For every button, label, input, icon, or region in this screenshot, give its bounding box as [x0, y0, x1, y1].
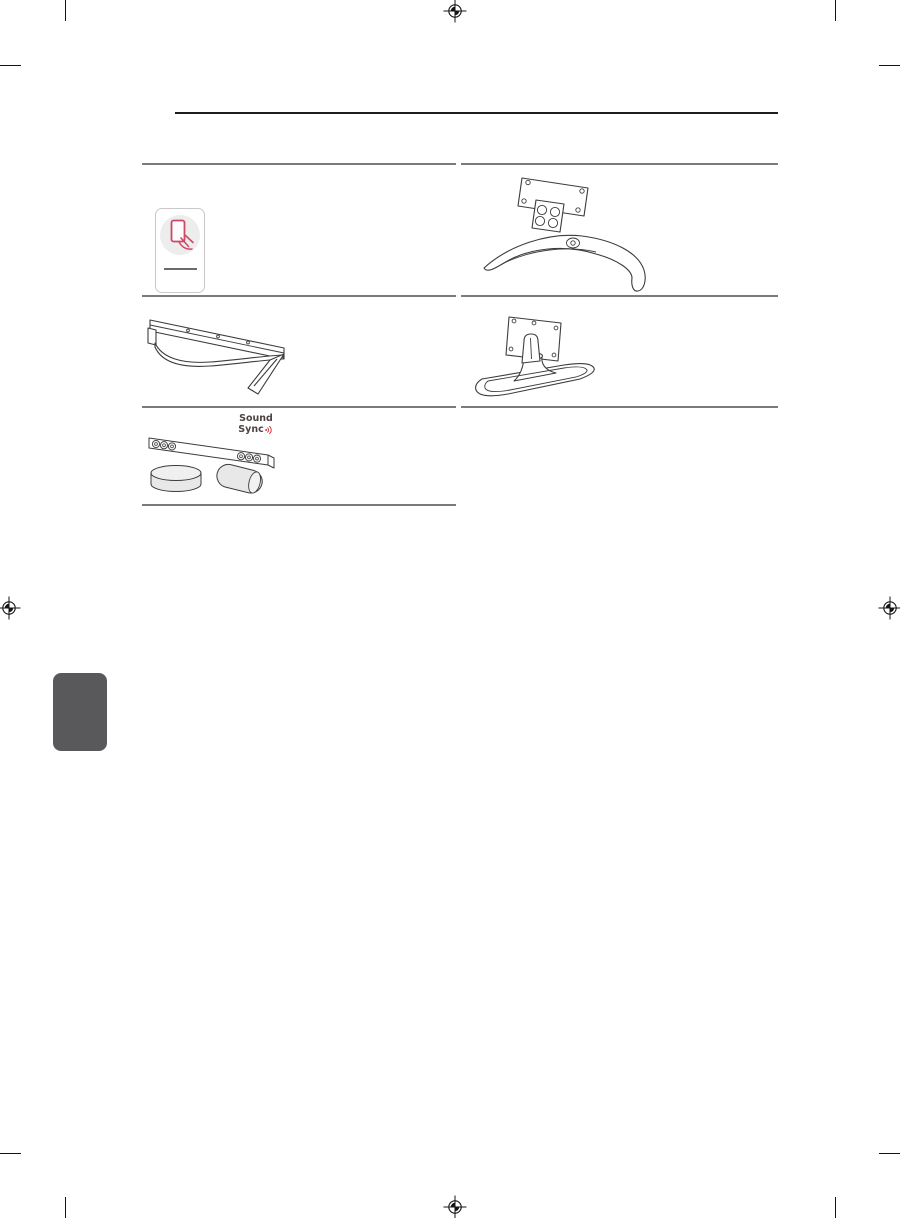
sound-sync-line2: Sync	[238, 423, 264, 435]
table-rule	[461, 163, 778, 165]
crop-mark-top-right-vertical	[835, 0, 836, 21]
sound-sync-line1: Sound	[239, 413, 273, 424]
stand-rail-bracket-illustration	[146, 312, 301, 407]
crop-mark-top-right-horizontal	[879, 65, 900, 66]
curved-neck-tv-stand-illustration	[478, 172, 678, 294]
crop-mark-bottom-left-vertical	[65, 1197, 66, 1218]
registration-mark-icon	[878, 596, 900, 620]
crop-mark-bottom-left-horizontal	[0, 1153, 21, 1154]
table-rule	[142, 504, 456, 506]
table-rule	[142, 295, 456, 297]
crop-mark-bottom-right-vertical	[835, 1197, 836, 1218]
sound-sync-speakers-illustration	[146, 432, 281, 500]
crop-mark-top-left-horizontal	[0, 65, 21, 66]
table-rule	[142, 163, 456, 165]
registration-mark-icon	[443, 0, 467, 23]
pedestal-tv-stand-illustration	[468, 305, 648, 405]
table-rule	[461, 295, 778, 297]
header-rule	[175, 112, 778, 114]
side-chapter-tab	[53, 673, 107, 751]
table-rule	[461, 406, 778, 408]
registration-mark-icon	[0, 596, 21, 620]
crop-mark-top-left-vertical	[65, 0, 66, 21]
touch-tag-card	[155, 208, 205, 293]
crop-mark-bottom-right-horizontal	[879, 1153, 900, 1154]
registration-mark-icon	[443, 1195, 467, 1218]
touch-phone-hand-icon	[156, 209, 204, 292]
